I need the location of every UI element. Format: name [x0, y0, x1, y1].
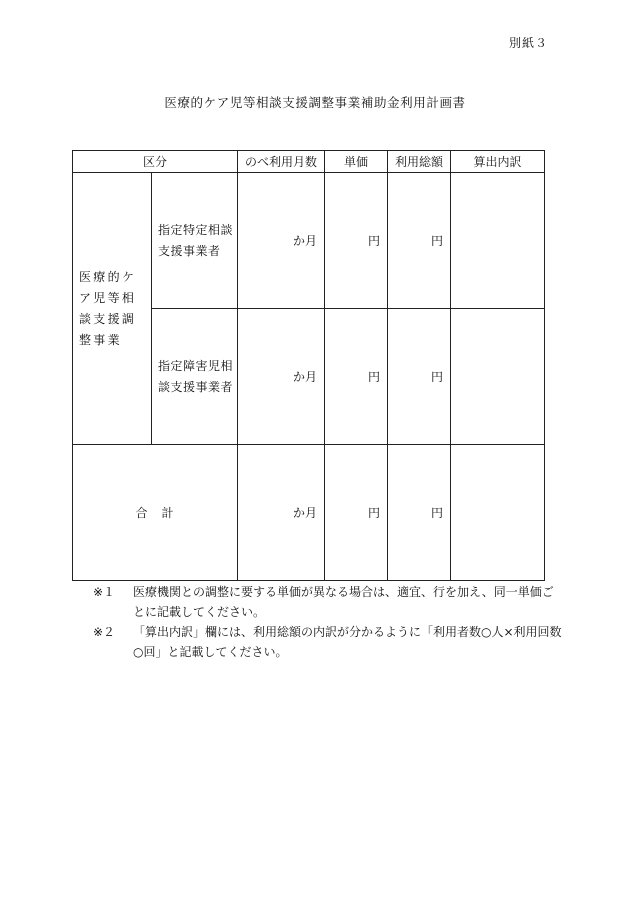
header-months: のべ利用月数 — [238, 151, 325, 173]
category-main-cell: 医療的ケア児等相談支援調整事業 — [73, 173, 152, 445]
breakdown-cell[interactable] — [451, 173, 545, 309]
header-breakdown: 算出内訳 — [451, 151, 545, 173]
note-mark: ※１ — [93, 585, 116, 599]
sub-category-cell: 指定特定相談支援事業者 — [152, 173, 238, 309]
note-item — [93, 583, 563, 622]
header-total-amount: 利用総額 — [388, 151, 451, 173]
notes — [93, 583, 563, 663]
unit-price-cell[interactable]: 円 — [325, 173, 388, 309]
header-row — [73, 151, 545, 173]
table-row — [73, 173, 545, 309]
total-breakdown-cell[interactable] — [451, 445, 545, 581]
total-months-cell[interactable]: か月 — [238, 445, 325, 581]
annex-label: 別紙３ — [508, 36, 548, 50]
header-category: 区分 — [73, 151, 238, 173]
total-label: 合 計 — [73, 445, 238, 581]
total-row — [73, 445, 545, 581]
note-text: 「算出内訳」欄には、利用総額の内訳が分かるように「利用者数○人×利用回数○回」と記載してください。 — [133, 625, 562, 659]
form-title: 医療的ケア児等相談支援調整事業補助金利用計画書 — [164, 95, 466, 110]
months-cell[interactable]: か月 — [238, 309, 325, 445]
header-unit-price: 単価 — [325, 151, 388, 173]
usage-plan-table — [72, 150, 545, 581]
total-unit-price-cell[interactable]: 円 — [325, 445, 388, 581]
total-amount-cell[interactable]: 円 — [388, 309, 451, 445]
note-text: 医療機関との調整に要する単価が異なる場合は、適宜、行を加え、同一単価ごとに記載してください。 — [133, 585, 554, 619]
note-item — [93, 623, 563, 662]
sub-category-cell: 指定障害児相談支援事業者 — [152, 309, 238, 445]
unit-price-cell[interactable]: 円 — [325, 309, 388, 445]
months-cell[interactable]: か月 — [238, 173, 325, 309]
total-amount-cell[interactable]: 円 — [388, 173, 451, 309]
total-amount-sum-cell[interactable]: 円 — [388, 445, 451, 581]
note-mark: ※２ — [93, 625, 116, 639]
breakdown-cell[interactable] — [451, 309, 545, 445]
